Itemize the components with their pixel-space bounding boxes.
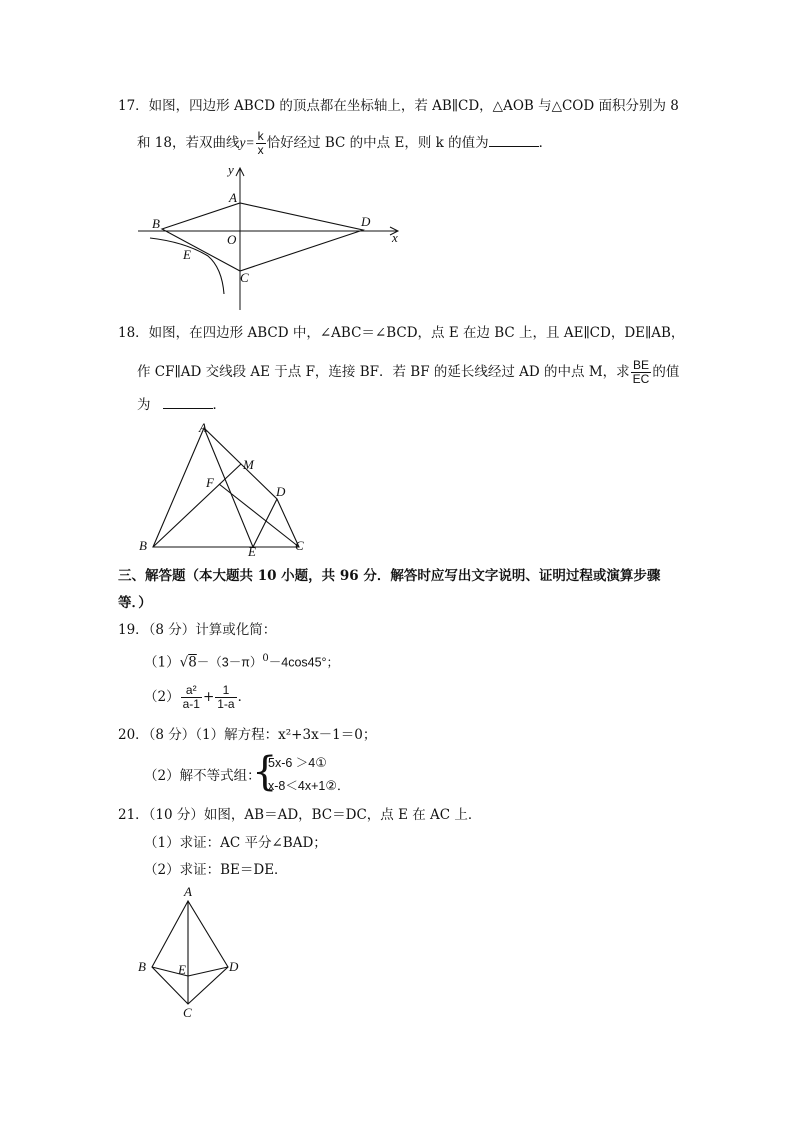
label-B: B	[152, 216, 160, 231]
q21-part1: （1）求证：AC 平分∠BAD；	[144, 835, 327, 851]
q18-line1: 18．如图，在四边形 ABCD 中，∠ABC＝∠BCD，点 E 在边 BC 上，且 AE∥CD，DE∥AB，	[118, 325, 685, 341]
q20-ineq1	[268, 753, 327, 774]
q18-figure	[135, 418, 315, 558]
q19-plus: +	[202, 689, 215, 705]
q17-line2-suffix: 恰好经过 BC 的中点 E，则 k 的值为	[266, 135, 489, 151]
label-C-21: C	[183, 1005, 192, 1020]
q21-title: 21．（10 分）如图，AB＝AD，BC＝DC，点 E 在 AC 上．	[118, 807, 482, 823]
label-A-21: A	[184, 884, 192, 899]
q17-fraction	[256, 130, 266, 157]
q19-part1	[144, 649, 339, 673]
q17-y-equals: y=	[239, 135, 255, 150]
q18-answer-blank	[163, 395, 213, 409]
q17-answer-blank	[489, 133, 539, 147]
q17-line2-prefix: 和 18，若双曲线	[137, 135, 240, 151]
sqrt-icon: √	[179, 654, 189, 671]
label-D: D	[361, 214, 371, 229]
q20-part2-label: （2）解不等式组：	[144, 768, 261, 784]
q17-line2	[137, 130, 552, 157]
label-x: x	[392, 230, 398, 245]
q20-ineq2-text: x-8＜4x+1	[268, 779, 326, 793]
q18-line2	[137, 359, 679, 386]
label-E: E	[183, 247, 191, 262]
q19-f2-num: 1	[215, 684, 236, 698]
q19-p1-radicand: 8	[188, 654, 197, 671]
q19-p1-end: －4cos45°；	[268, 655, 340, 670]
q17-frac-num: k	[257, 129, 264, 143]
q19-p1-rest: －（3－π）	[196, 655, 263, 670]
section3-heading-line1: 三、解答题（本大题共 10 小题，共 96 分．解答时应写出文字说明、证明过程或演算步骤	[118, 568, 661, 584]
label-E-21: E	[178, 962, 186, 977]
segment-bm	[153, 464, 241, 547]
section3-heading-line2: 等．）	[118, 595, 152, 611]
q20-ineq1-text: 5x-6 ＞4	[268, 756, 316, 770]
q19-f1-num: a²	[181, 684, 202, 698]
q19-p1-exponent: 0	[262, 653, 269, 664]
label-y: y	[228, 162, 234, 177]
q19-f2-den: 1-a	[217, 697, 235, 711]
q19-title: 19．（8 分）计算或化简：	[118, 622, 277, 638]
label-A: A	[229, 190, 237, 205]
q19-p1-prefix: （1）	[144, 654, 180, 671]
q19-part2	[144, 684, 251, 711]
q18-line3-text: 为	[137, 397, 151, 413]
q19-fraction-2	[215, 684, 236, 711]
q20-ineq2-mark: ②	[325, 779, 337, 794]
q18-line3	[137, 395, 226, 415]
system-brace: {	[252, 749, 278, 795]
label-B-21: B	[138, 959, 146, 974]
q21-figure	[132, 884, 252, 1020]
q18-line2-suffix: 的值	[652, 364, 680, 380]
q20-ineq2	[268, 776, 350, 797]
label-A-18: A	[199, 420, 207, 435]
q19-p2-end: ．	[237, 689, 252, 705]
q18-frac-den: EC	[632, 372, 650, 386]
q19-p2-prefix: （2）	[144, 689, 180, 705]
q18-fraction	[631, 359, 652, 386]
label-E-18: E	[248, 544, 256, 558]
q18-end: ．	[212, 397, 226, 413]
q17-figure	[130, 158, 420, 316]
label-O: O	[227, 232, 237, 247]
segment-cf	[219, 484, 299, 547]
q20-end: ．	[336, 779, 350, 793]
label-C: C	[240, 270, 249, 285]
kite-abcd	[152, 901, 228, 1004]
q18-line2-prefix: 作 CF∥AD 交线段 AE 于点 F，连接 BF．若 BF 的延长线经过 AD 的中点 M，求	[137, 364, 630, 380]
q19-fraction-1	[181, 684, 202, 711]
label-C-18: C	[295, 538, 304, 553]
label-F-18: F	[206, 475, 214, 490]
q20-ineq1-mark: ①	[315, 756, 327, 771]
q21-part2: （2）求证：BE＝DE．	[144, 862, 288, 878]
segment-de-21	[188, 967, 228, 976]
q18-frac-num: BE	[631, 359, 652, 373]
q17-line1: 17．如图，四边形 ABCD 的顶点都在坐标轴上，若 AB∥CD，△AOB 与△COD 面积分别为 8	[118, 98, 679, 114]
label-B-18: B	[139, 538, 147, 553]
quadrilateral-abcd	[162, 203, 363, 271]
label-D-21: D	[229, 959, 239, 974]
label-M-18: M	[243, 457, 254, 472]
segment-de	[253, 499, 277, 547]
q17-frac-den: x	[257, 143, 264, 157]
label-D-18: D	[276, 484, 286, 499]
q17-end: ．	[538, 135, 553, 151]
q20-title: 20．（8 分）（1）解方程：x²+3x－1＝0；	[118, 727, 377, 743]
q19-f1-den: a-1	[182, 697, 200, 711]
